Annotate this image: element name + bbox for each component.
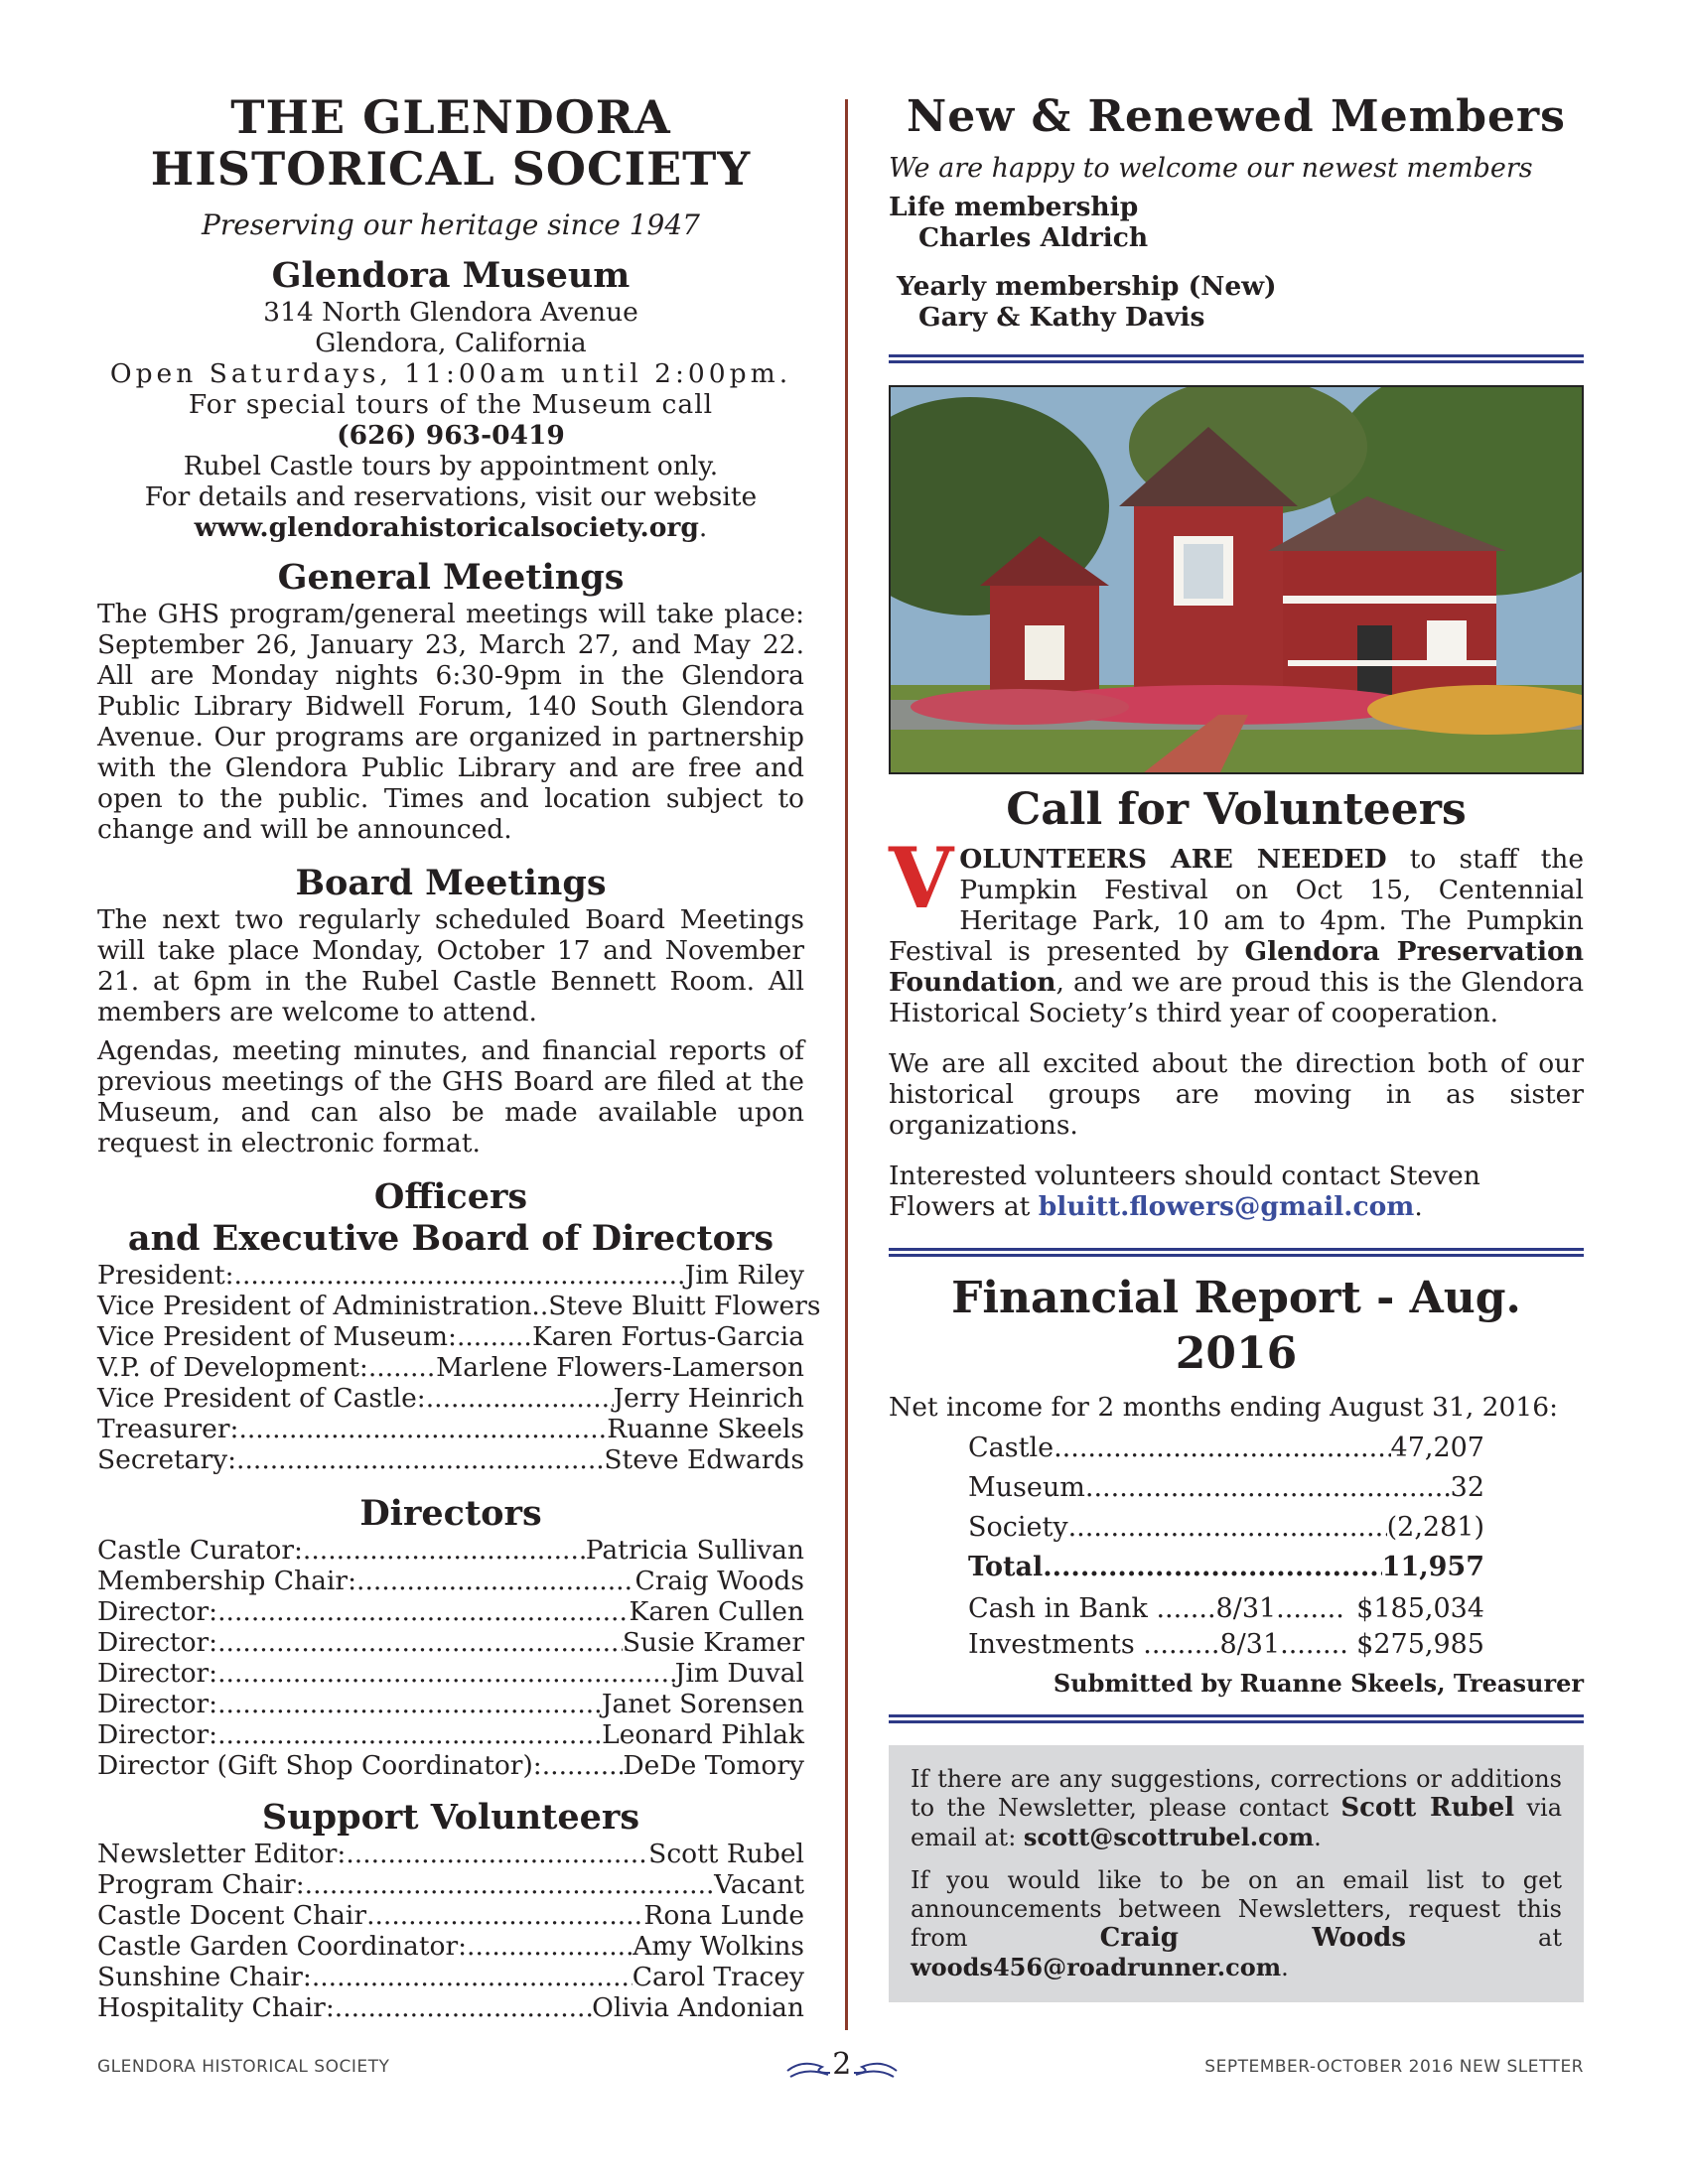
museum-info: 314 North Glendora Avenue Glendora, California Open Saturdays, 11:00am until 2:00pm. For special tours of the Museum call (626) 963-0419 Rubel Castle tours by appointment only. For details and reservations, visit our website www.glendorahistoricalsociety.org. — [97, 297, 804, 543]
section-rule — [889, 354, 1584, 363]
life-membership-label: Life membership — [889, 192, 1139, 222]
support-volunteer-row: Program Chair: ..... Vacant — [97, 1869, 804, 1900]
board-meetings-heading: Board Meetings — [295, 863, 607, 903]
footer-right: SEPTEMBER-OCTOBER 2016 NEW SLETTER — [1204, 2057, 1584, 2077]
yearly-member-name: Gary & Kathy Davis — [918, 302, 1205, 333]
volunteers-body-3: Interested volunteers should contact Steven Flowers at bluitt.flowers@gmail.com. — [889, 1160, 1480, 1222]
financial-intro: Net income for 2 months ending August 31, 2016: — [889, 1392, 1559, 1423]
officer-row: Secretary: ..... Steve Edwards — [97, 1444, 804, 1475]
support-volunteer-row: Newsletter Editor: ..... Scott Rubel — [97, 1839, 804, 1869]
financial-submitted: Submitted by Ruanne Skeels, Treasurer — [1053, 1669, 1584, 1698]
museum-heading: Glendora Museum — [271, 255, 631, 296]
officers-heading: Officers and Executive Board of Directors — [127, 1176, 774, 1259]
financial-row: Castle ..... 47,207 — [968, 1429, 1484, 1468]
officer-row: Vice President of Administration.. Steve Bluitt Flowers — [97, 1291, 821, 1321]
director-row: Director: ..... Karen Cullen — [97, 1596, 804, 1627]
director-row: Director: ..... Janet Sorensen — [97, 1689, 804, 1719]
financial-rows — [889, 1429, 1584, 1548]
note-paragraph-1: If there are any suggestions, corrections or additions to the Newsletter, please contact Scott Rubel via email at: scott@scottrubel.com. — [911, 1765, 1563, 1851]
financial-row: Society ..... (2,281) — [968, 1508, 1484, 1548]
support-volunteer-row: Hospitality Chair: ..... Olivia Andonian — [97, 1992, 804, 2023]
members-heading: New & Renewed Members — [907, 91, 1566, 142]
life-member-name: Charles Aldrich — [918, 222, 1149, 253]
note-paragraph-2: If you would like to be on an email list to get announcements between Newsletters, request this from Craig Woods at woods456@roadrunner.com. — [911, 1866, 1562, 1981]
director-row: Director: ..... Jim Duval — [97, 1658, 804, 1689]
farmhouse-photo — [889, 385, 1584, 774]
director-row: Membership Chair: ..... Craig Woods — [97, 1566, 804, 1596]
museum-phone: (626) 963-0419 — [337, 420, 565, 451]
support-heading: Support Volunteers — [261, 1797, 640, 1838]
website-link[interactable]: www.glendorahistoricalsociety.org — [194, 512, 699, 543]
members-subtitle: We are happy to welcome our newest members — [889, 153, 1533, 184]
cash-in-bank-row: Cash in Bank .......8/31........ $185,034 — [968, 1593, 1484, 1624]
officer-row: Vice President of Castle: ..... Jerry Heinrich — [97, 1383, 804, 1414]
director-row: Director: ..... Leonard Pihlak — [97, 1719, 804, 1750]
general-meetings-body: The GHS program/general meetings will take place: September 26, January 23, March 27, and May 22. All are Monday nights 6:30-9pm in the Glendora Public Library Bidwell Forum, 140 South Glendora Avenue. Our programs are organized in partnership with the Glendora Public Library and are free and open to the public. Times and location subject to change and will be announced. — [97, 599, 804, 845]
officer-row: V.P. of Development: ..... Marlene Flowers-Lamerson — [97, 1352, 804, 1383]
volunteer-email-link[interactable]: bluitt.flowers@gmail.com — [1038, 1191, 1415, 1222]
support-list — [97, 1839, 804, 2023]
investments-row: Investments .........8/31........ $275,985 — [968, 1629, 1484, 1660]
volunteers-body-2: We are all excited about the direction both of our historical groups are moving in as sister organizations. — [889, 1048, 1584, 1141]
section-rule — [889, 1248, 1584, 1257]
board-meetings-body-2: Agendas, meeting minutes, and financial reports of previous meetings of the GHS Board are filed at the Museum, and can also be made available upon request in electronic format. — [97, 1035, 804, 1159]
support-volunteer-row: Castle Docent Chair ..... Rona Lunde — [97, 1900, 804, 1931]
newsletter-note-box — [889, 1745, 1584, 2002]
column-divider — [845, 99, 848, 2030]
officer-row: President: ..... Jim Riley — [97, 1260, 804, 1291]
general-meetings-heading: General Meetings — [277, 557, 625, 598]
right-column — [889, 91, 1584, 2002]
yearly-membership-label: Yearly membership (New) — [897, 271, 1277, 302]
masthead-tagline: Preserving our heritage since 1947 — [202, 208, 700, 241]
board-meetings-body-1: The next two regularly scheduled Board Meetings will take place Monday, October 17 and November 21. at 6pm in the Rubel Castle Bennett Room. All members are welcome to attend. — [97, 904, 804, 1027]
footer-left: GLENDORA HISTORICAL SOCIETY — [97, 2057, 390, 2077]
directors-list — [97, 1535, 804, 1781]
mailing-list-email-link[interactable]: woods456@roadrunner.com — [911, 1953, 1282, 1981]
financial-row: Museum ..... 32 — [968, 1468, 1484, 1508]
page-number: 2 — [782, 2047, 902, 2082]
officer-row: Vice President of Museum: ..... Karen Fortus-Garcia — [97, 1321, 804, 1352]
officers-list — [97, 1260, 821, 1475]
masthead-title: THE GLENDORA HISTORICAL SOCIETY — [150, 90, 752, 196]
section-rule — [889, 1714, 1584, 1723]
financial-total-row: Total ..... 11,957 — [968, 1548, 1484, 1587]
officer-row: Treasurer: ..... Ruanne Skeels — [97, 1414, 804, 1444]
drop-cap: V — [889, 829, 954, 927]
editor-email-link[interactable]: scott@scottrubel.com — [1023, 1823, 1315, 1851]
directors-heading: Directors — [359, 1493, 542, 1534]
director-row: Director (Gift Shop Coordinator): ..... DeDe Tomory — [97, 1750, 804, 1781]
financial-heading: Financial Report - Aug. 2016 — [951, 1273, 1521, 1379]
volunteers-heading: Call for Volunteers — [1006, 784, 1467, 835]
red-house-illustration — [891, 387, 1584, 774]
support-volunteer-row: Castle Garden Coordinator: ..... Amy Wolkins — [97, 1931, 804, 1962]
director-row: Director: ..... Susie Kramer — [97, 1627, 804, 1658]
director-row: Castle Curator: ..... Patricia Sullivan — [97, 1535, 804, 1566]
left-column — [97, 90, 821, 2023]
volunteers-body-1: VOLUNTEERS ARE NEEDED to staff the Pumpkin Festival on Oct 15, Centennial Heritage Park, 10 am to 4pm. The Pumpkin Festival is presented by Glendora Preservation Foundation, and we are proud this is the Glendora Historical Society’s third year of cooperation. — [889, 829, 1585, 1028]
support-volunteer-row: Sunshine Chair: ..... Carol Tracey — [97, 1962, 804, 1992]
